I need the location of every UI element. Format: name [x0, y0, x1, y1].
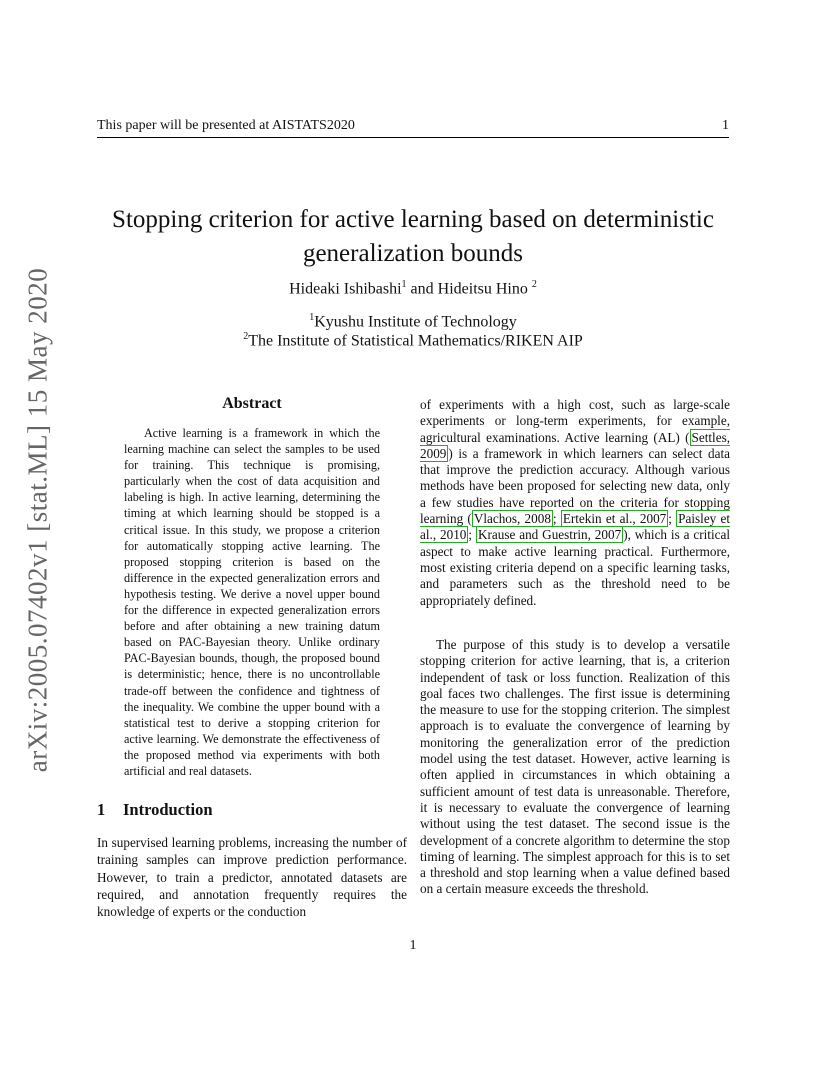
citation-link[interactable]: Settles, 2009	[420, 429, 730, 461]
abstract-heading: Abstract	[222, 395, 282, 412]
body-text: ) is a framework in which learners can select data that improve the prediction accuracy. Although various methods have been proposed for selecting new data, only a few studies have reported on the criteria for stopping learning (	[420, 445, 730, 527]
section-number: 1	[97, 800, 106, 819]
affiliation-mark: 1	[309, 312, 315, 323]
section-title: Introduction	[123, 800, 213, 819]
author-list	[97, 279, 729, 298]
right-column-paragraph: The purpose of this study is to develop a versatile stopping criterion for active learning, that is, a criterion independent of task or loss function. Realization of this goal faces two challenges. The first issue is determining the measure to use for the stopping criterion. The simplest approach is to evaluate the convergence of learning by monitoring the generalization error of the prediction model using the test dataset. However, active learning is often applied in circumstances in which obtaining a sufficient amount of test data is unreasonable. Therefore, it is necessary to evaluate the convergence of learning without using the test dataset. The second issue is the development of a concrete algorithm to determine the stop timing of learning. The simplest approach for this is to set a threshold and stop learning when a value defined based on a certain measure exceeds the threshold.	[420, 637, 730, 897]
section-heading	[97, 800, 407, 820]
affiliation-mark: 2	[531, 279, 537, 290]
affiliation	[97, 331, 729, 350]
citation-link[interactable]: Paisley et al., 2010	[420, 511, 730, 543]
running-header	[97, 117, 729, 138]
abstract-text: Active learning is a framework in which the learning machine can select the samples to be used for training. This technique is promising, particularly when the cost of data acquisition and labeling is high. In active learning, determining the timing at which learning should be stopped is a critical issue. In this study, we propose a criterion for automatically stopping active learning. The proposed stopping criterion is based on the difference in the expected generalization errors and hypothesis testing. We derive a novel upper bound for the difference in expected generalization errors before and after obtaining a new training datum based on PAC-Bayesian theory. Unlike ordinary PAC-Bayesian bounds, though, the proposed bound is deterministic; hence, there is no uncontrollable trade-off between the confidence and tightness of the inequality. We combine the upper bound with a statistical test to derive a stopping criterion for active learning. We demonstrate the effectiveness of the proposed method via experiments with both artificial and real datasets.	[124, 426, 380, 778]
citation-link[interactable]: Ertekin et al., 2007	[562, 511, 667, 527]
affiliation-mark: 1	[401, 279, 407, 290]
header-venue: This paper will be presented at AISTATS2020	[97, 118, 355, 133]
citation-separator: ;	[552, 511, 561, 527]
citation-link[interactable]: Krause and Guestrin, 2007	[477, 527, 622, 543]
affiliation-name: The Institute of Statistical Mathematics/RIKEN AIP	[248, 332, 583, 350]
affiliation-mark: 2	[243, 331, 249, 342]
author-connector: and	[406, 280, 438, 298]
page-number: 1	[409, 938, 417, 953]
body-text: ), which is a critical aspect to make active learning practical. Furthermore, most existing criteria depend on a specific learning tasks, and parameters such as the threshold need to be appropriately defined.	[420, 527, 730, 608]
author-name: Hideaki Ishibashi	[289, 280, 402, 298]
citation-separator: ;	[668, 511, 677, 527]
body-text: of experiments with a high cost, such as large-scale experiments or long-term experiments, for example, agricultural examinations. Active learning (AL) (	[420, 397, 730, 445]
author-name: Hideitsu Hino	[437, 280, 528, 298]
affiliation	[97, 312, 729, 331]
citation-link[interactable]: Vlachos, 2008	[473, 511, 551, 527]
right-column-paragraph	[420, 397, 730, 609]
paper-title: Stopping criterion for active learning based on deterministic generalization bounds	[112, 206, 714, 267]
affiliation-name: Kyushu Institute of Technology	[314, 313, 517, 331]
arxiv-identifier: arXiv:2005.07402v1 [stat.ML] 15 May 2020	[22, 267, 53, 773]
header-page-number: 1	[722, 118, 729, 133]
citation-separator: ;	[468, 527, 476, 543]
intro-paragraph: In supervised learning problems, increasing the number of training samples can improve prediction performance. However, to train a predictor, annotated datasets are required, and annotation frequently requires the knowledge of experts or the conduction	[97, 835, 407, 920]
